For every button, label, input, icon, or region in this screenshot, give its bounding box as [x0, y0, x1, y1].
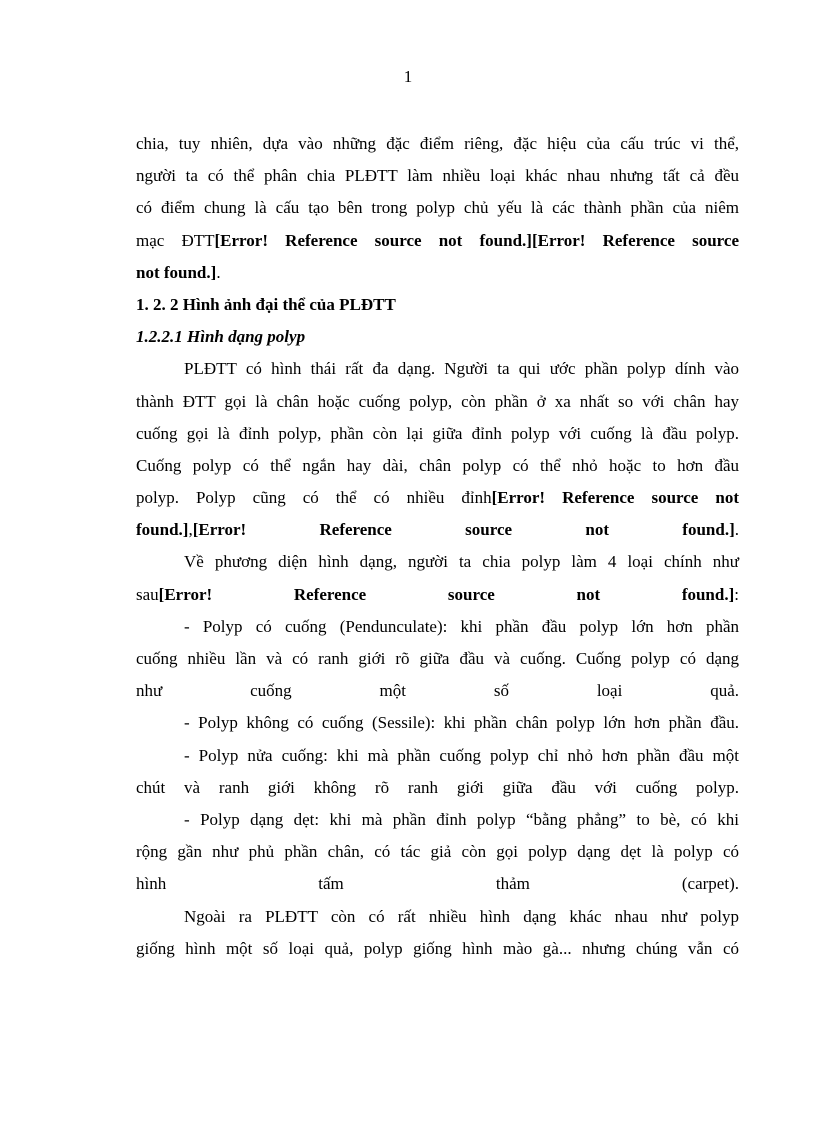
list-item-line: cuống nhiều lần và có ranh giới rõ giữa đầu và cuống. Cuống polyp có dạng [136, 649, 739, 668]
text-run: . [216, 262, 221, 282]
paragraph-line [136, 257, 739, 289]
paragraph-line: Ngoài ra PLĐTT còn có rất nhiều hình dạng khác nhau như polyp [184, 906, 739, 926]
text-run: : [734, 584, 739, 604]
list-item-line: rộng gần như phủ phần chân, có tác giả còn gọi polyp dạng dẹt là polyp có [136, 842, 739, 862]
text-run: , [188, 520, 193, 540]
reference-error: [Error! Reference source not found.][Error! Reference source [214, 230, 739, 250]
page-number: 1 [403, 67, 413, 86]
reference-error: not found.] [136, 262, 217, 282]
text-run: . [734, 520, 739, 540]
text-run: polyp. Polyp cũng có thể có nhiều đỉnh [136, 488, 492, 508]
list-item-line: - Polyp không có cuống (Sessile): khi phần chân polyp lớn hơn phần đầu. [184, 713, 739, 733]
list-item-line: chút và ranh giới không rõ ranh giới giữa đầu với cuống polyp. [136, 777, 739, 797]
list-item-line: hình tấm thảm (carpet). [136, 874, 739, 894]
subsection-heading: 1.2.2.1 Hình dạng polyp [136, 327, 306, 347]
reference-error: [Error! Reference source not found.] [158, 584, 735, 604]
paragraph-line [136, 225, 739, 257]
paragraph-line [136, 579, 739, 611]
reference-error: [Error! Reference source not found.] [192, 520, 735, 540]
text-run: mạc ĐTT [136, 230, 215, 250]
paragraph-line: Cuống polyp có thể ngắn hay dài, chân polyp có thể nhỏ hoặc to hơn đầu [136, 455, 739, 475]
reference-error: [Error! Reference source not [491, 488, 739, 508]
paragraph-line: giống hình một số loại quả, polyp giống hình mào gà... nhưng chúng vẫn có [136, 938, 739, 958]
list-item-line: như cuống một số loại quả. [136, 681, 739, 701]
paragraph-line: có điểm chung là cấu tạo bên trong polyp chủ yếu là các thành phần của niêm [136, 198, 739, 218]
paragraph-line [136, 482, 739, 514]
paragraph-line: PLĐTT có hình thái rất đa dạng. Người ta qui ước phần polyp dính vào [184, 359, 739, 379]
reference-error: found.] [136, 520, 189, 540]
section-heading: 1. 2. 2 Hình ảnh đại thể của PLĐTT [136, 294, 396, 314]
paragraph-line: người ta có thể phân chia PLĐTT làm nhiều loại khác nhau nhưng tất cả đều [136, 166, 739, 186]
paragraph-line: chia, tuy nhiên, dựa vào những đặc điểm riêng, đặc hiệu của cấu trúc vi thể, [136, 134, 739, 153]
body-text [136, 128, 739, 965]
paragraph-line [136, 514, 739, 546]
list-item-line: - Polyp có cuống (Pendunculate): khi phần đầu polyp lớn hơn phần [184, 616, 739, 636]
paragraph-line: thành ĐTT gọi là chân hoặc cuống polyp, còn phần ở xa nhất so với chân hay [136, 391, 739, 411]
paragraph-line: cuống gọi là đỉnh polyp, phần còn lại giữa đỉnh polyp với cuống là đầu polyp. [136, 423, 739, 443]
list-item-line: - Polyp nửa cuống: khi mà phần cuống polyp chỉ nhỏ hơn phần đầu một [184, 745, 739, 765]
list-item-line: - Polyp dạng dẹt: khi mà phần đỉnh polyp “bằng phẳng” to bè, có khi [184, 809, 739, 829]
paragraph-line: Về phương diện hình dạng, người ta chia polyp làm 4 loại chính như [184, 552, 739, 572]
text-run: sau [136, 584, 159, 604]
